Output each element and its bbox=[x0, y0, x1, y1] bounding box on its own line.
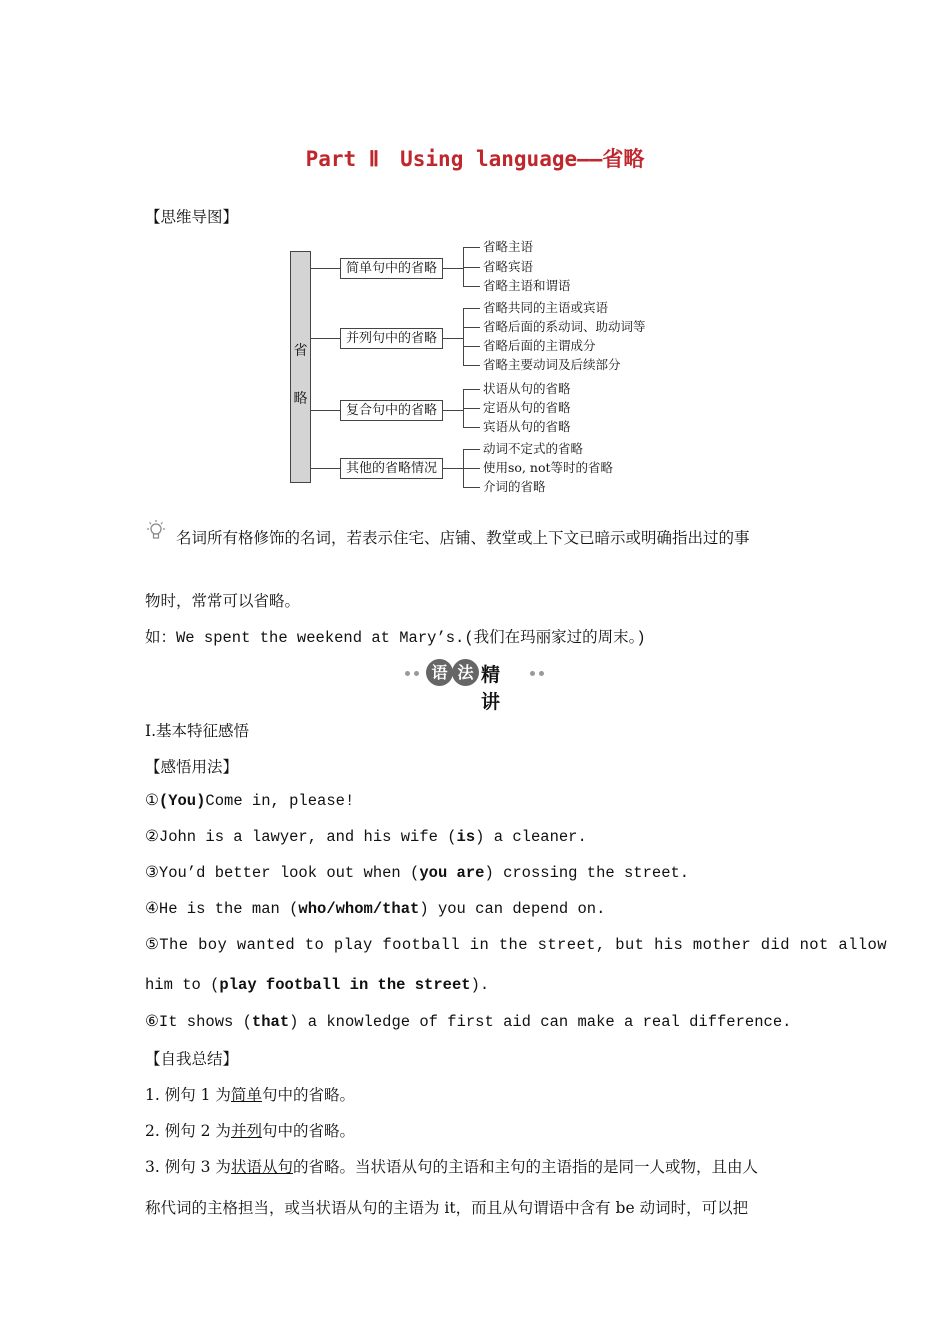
page-title: Part Ⅱ Using language——省略 bbox=[305, 147, 645, 171]
leaf: 省略后面的系动词、助动词等 bbox=[483, 319, 646, 334]
example-5-cont: him to (play football in the street). bbox=[145, 976, 490, 994]
example-6: ⑥It shows (that) a knowledge of first aid can make a real difference. bbox=[145, 1013, 792, 1031]
leaf: 省略后面的主谓成分 bbox=[483, 338, 596, 353]
lightbulb-icon bbox=[144, 519, 168, 543]
summary-1: 1. 例句 1 为简单句中的省略。 bbox=[145, 1086, 355, 1104]
summary-3: 3. 例句 3 为状语从句的省略。当状语从句的主语和主句的主语指的是同一人或物，且由人 bbox=[145, 1158, 758, 1176]
leaf: 省略主要动词及后续部分 bbox=[483, 357, 621, 372]
root-char-1: 省 bbox=[293, 343, 308, 359]
mindmap-root bbox=[290, 251, 311, 483]
banner-text: 精讲 bbox=[481, 664, 501, 713]
mindmap-heading: 【思维导图】 bbox=[145, 208, 239, 226]
banner-char-2: 法 bbox=[452, 659, 479, 686]
section-heading: Ⅰ.基本特征感悟 bbox=[145, 722, 250, 740]
leaf: 省略主语和谓语 bbox=[483, 278, 571, 293]
leaf: 省略主语 bbox=[483, 239, 534, 254]
leaf: 使用so, not等时的省略 bbox=[483, 460, 613, 475]
branch-compound-sentence: 并列句中的省略 bbox=[340, 328, 443, 349]
example-4: ④He is the man (who/whom/that) you can depend on. bbox=[145, 900, 606, 918]
example-2: ②John is a lawyer, and his wife (is) a cleaner. bbox=[145, 828, 587, 846]
leaf: 省略共同的主语或宾语 bbox=[483, 300, 609, 315]
leaf: 宾语从句的省略 bbox=[483, 419, 571, 434]
branch-complex-sentence: 复合句中的省略 bbox=[340, 400, 443, 421]
root-char-2: 略 bbox=[293, 391, 308, 407]
tip-line-1: 名词所有格修饰的名词，若表示住宅、店铺、教堂或上下文已暗示或明确指出过的事 bbox=[176, 529, 750, 547]
leaf: 介词的省略 bbox=[483, 479, 546, 494]
leaf: 省略宾语 bbox=[483, 259, 534, 274]
branch-simple-sentence: 简单句中的省略 bbox=[340, 258, 443, 279]
leaf: 定语从句的省略 bbox=[483, 400, 571, 415]
usage-heading: 【感悟用法】 bbox=[145, 758, 239, 776]
example-1: ①(You)Come in, please! bbox=[145, 792, 355, 810]
branch-other-cases: 其他的省略情况 bbox=[340, 458, 443, 479]
tip-example: 如：We spent the weekend at Mary’s.(我们在玛丽家过的周末。) bbox=[145, 629, 646, 647]
example-3: ③You’d better look out when (you are) crossing the street. bbox=[145, 864, 690, 882]
leaf: 动词不定式的省略 bbox=[483, 441, 584, 456]
banner-char-1: 语 bbox=[426, 659, 453, 686]
leaf: 状语从句的省略 bbox=[483, 381, 571, 396]
example-5: ⑤The boy wanted to play football in the street, but his mother did not allow bbox=[145, 936, 887, 954]
summary-2: 2. 例句 2 为并列句中的省略。 bbox=[145, 1122, 355, 1140]
tip-line-2: 物时，常常可以省略。 bbox=[145, 592, 301, 610]
summary-3-cont: 称代词的主格担当，或当状语从句的主语为 it，而且从句谓语中含有 be 动词时，可以把 bbox=[145, 1199, 749, 1217]
summary-heading: 【自我总结】 bbox=[145, 1050, 239, 1068]
